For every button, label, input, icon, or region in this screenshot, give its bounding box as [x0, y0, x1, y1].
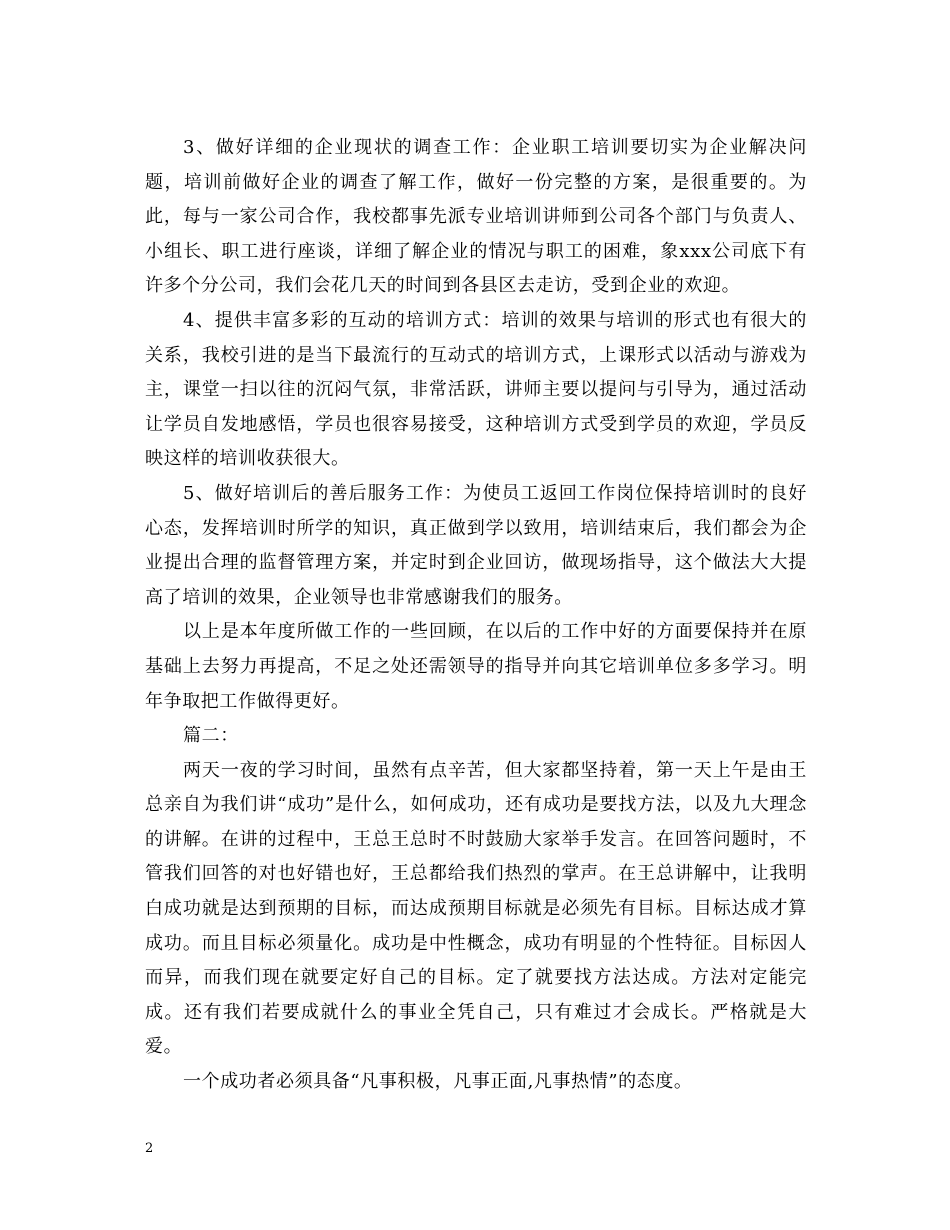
paragraph-summary: 以上是本年度所做工作的一些回顾，在以后的工作中好的方面要保持并在原基础上去努力再提高，不足之处还需领导的指导并向其它培训单位多多学习。明年争取把工作做得更好。: [145, 621, 807, 712]
paragraph-item-5: 5、做好培训后的善后服务工作：为使员工返回工作岗位保持培训时的良好心态，发挥培训时所学的知识，真正做到学以致用，培训结束后，我们都会为企业提出合理的监督管理方案，并定时到企业回访，做现场指导，这个做法大大提高了培训的效果，企业领导也非常感谢我们的服务。: [145, 482, 807, 608]
section-heading-part-two: 篇二：: [183, 725, 239, 747]
paragraph-learning-experience: 两天一夜的学习时间，虽然有点辛苦，但大家都坚持着，第一天上午是由王总亲自为我们讲“成功”是什么，如何成功，还有成功是要找方法，以及九大理念的讲解。在讲的过程中，王总王总时不时鼓励大家举手发言。在回答问题时，不管我们回答的对也好错也好，王总都给我们热烈的掌声。在王总讲解中，让我明白成功就是达到预期的目标，而达成预期目标就是必须先有目标。目标达成才算成功。而且目标必须量化。成功是中性概念，成功有明显的个性特征。目标因人而异，而我们现在就要定好自己的目标。定了就要找方法达成。方法对定能完成。还有我们若要成就什么的事业全凭自己，只有难过才会成长。严格就是大爱。: [145, 759, 807, 1058]
paragraph-item-4: 4、提供丰富多彩的互动的培训方式：培训的效果与培训的形式也有很大的关系，我校引进的是当下最流行的互动式的培训方式，上课形式以活动与游戏为主，课堂一扫以往的沉闷气氛，非常活跃，讲师主要以提问与引导为，通过活动让学员自发地感悟，学员也很容易接受，这种培训方式受到学员的欢迎，学员反映这样的培训收获很大。: [145, 309, 807, 470]
paragraph-item-3: 3、做好详细的企业现状的调查工作：企业职工培训要切实为企业解决问题，培训前做好企业的调查了解工作，做好一份完整的方案，是很重要的。为此，每与一家公司合作，我校都事先派专业培训讲师到公司各个部门与负责人、小组长、职工进行座谈，详细了解企业的情况与职工的困难，象xxx公司底下有许多个分公司，我们会花几天的时间到各县区去走访，受到企业的欢迎。: [145, 137, 807, 297]
page-number: 2: [145, 1141, 154, 1156]
body-text: [145, 131, 807, 1100]
paragraph-success-attitude: 一个成功者必须具备“凡事积极，凡事正面,凡事热情”的态度。: [183, 1071, 693, 1093]
